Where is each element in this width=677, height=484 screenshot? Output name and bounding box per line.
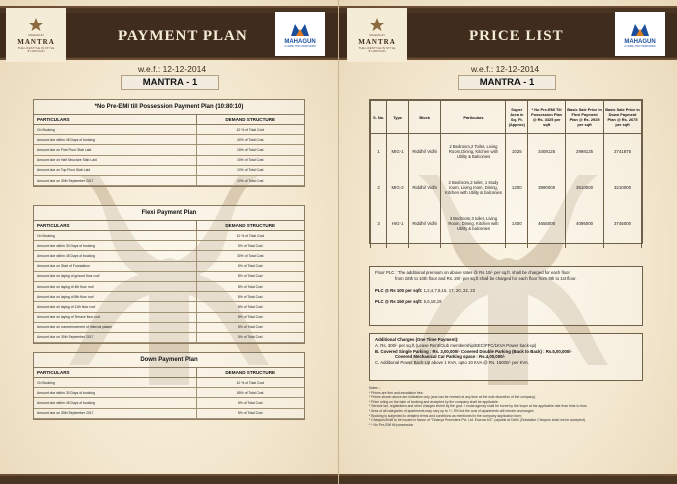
column-header-demand: DEMAND STRUCTURE (196, 368, 304, 378)
note-line: * Area of all categories of apartments may vary up to +/- 5% but the cost of apartments will remain unchanged. (369, 408, 535, 413)
mantra-tagline: THE LIFESTYLE IN STYLE (17, 46, 55, 50)
mahagun-emblem-icon (290, 21, 310, 37)
particular-cell: Amount due within 45 Days of booking (34, 251, 196, 261)
price-row-filler (371, 242, 642, 248)
mahagun-name: MAHAGUN (284, 38, 316, 45)
mantra-maker: BY MAHAGUN (27, 50, 45, 53)
price-column-header: * No Pre-EMI Till Possession Plan @ Rs. 3325 per sqft (528, 101, 566, 134)
demand-cell: 8% of Total Cost (196, 292, 304, 302)
note-line: * Price ruling on the date of booking and accepted by the company shall be applicable. (369, 399, 499, 404)
table-row (34, 322, 304, 332)
price-cell: Riddhi/ Vidhi (408, 134, 441, 170)
header-band (339, 6, 677, 60)
demand-cell: 15% of Total Cost (196, 145, 304, 155)
mantra-logo (6, 8, 66, 62)
note-line: * Service tax, registration and other charges levied by the govt. / nodal agency shall be borne by the buyer at the applicable rate from time to time. (369, 404, 588, 409)
column-header-demand: DEMAND STRUCTURE (196, 115, 304, 125)
demand-cell: 15% of Total Cost (196, 155, 304, 165)
table-row (34, 332, 304, 342)
mantra-emblem-icon (369, 17, 385, 33)
particular-cell: Amount due on 30th September 2017 (34, 408, 196, 418)
payment-plan-table (33, 352, 305, 420)
table-row (34, 271, 304, 281)
mantra-brand-name: MANTRA (17, 38, 55, 46)
column-header-demand: DEMAND STRUCTURE (196, 221, 304, 231)
price-cell: 3210000 (604, 170, 642, 206)
charge-b: B. Covered Single Parking : Rs. 3,00,000/- Covered Double Parking (Back to Back) : Rs.5,00,000/- (375, 348, 572, 354)
price-cell: 4655000 (528, 206, 566, 242)
floor-plc-text: Floor PLC : The additional premium on above rates @ Rs 10/- per sq.ft. shall be charged for each floor (375, 270, 570, 275)
table-row (34, 241, 304, 251)
particular-cell: Amount due within 30 Days of booking (34, 388, 196, 398)
price-cell: 3 Bedroom,3 toilet, Living Room, Dining, Kitchen with Utility & balconies (441, 206, 506, 242)
effective-date: w.e.f.: 12-12-2014 (138, 64, 207, 74)
floor-plc-text-2: from 18th to 10th floor and Rs. 20/- per sq.ft shall be charged for each floor from 9th to 1st floor. (395, 275, 577, 281)
price-cell: MIG-2 (387, 170, 409, 206)
price-cell: Riddhi/ Vidhi (408, 206, 441, 242)
table-row (34, 292, 304, 302)
mantra-logo (347, 8, 407, 62)
price-cell: Riddhi/ Vidhi (408, 170, 441, 206)
table-row (34, 281, 304, 291)
note-line: Notes :- (369, 386, 381, 390)
particular-cell: Amount due on commencement of Internal plaster (34, 322, 196, 332)
particular-cell: Amount due on Start of Foundation (34, 261, 196, 271)
demand-cell: 5% of Total Cost (196, 261, 304, 271)
payment-plan-table (33, 205, 305, 344)
price-cell: 2 Bedroom,2 toilet, 1 study room, Living room, Dining, Kitchen with Utility & balconies (441, 170, 506, 206)
effective-date: w.e.f.: 12-12-2014 (471, 64, 540, 74)
table-row (34, 302, 304, 312)
particular-cell: Amount due on laying of 4th floor roof (34, 281, 196, 291)
charge-a: A. Rs. 300/- per sq.ft.(Lease Rent/Club membership/EEC/FFC/1KVA Power back-up) (375, 342, 537, 348)
mantra-maker: BY MAHAGUN (368, 50, 386, 53)
price-cell: 1400 (506, 206, 528, 242)
mahagun-tagline: A NAME THAT PERFORMS (624, 44, 656, 48)
table-row (34, 378, 304, 388)
footer-band (339, 474, 677, 484)
mahagun-tagline: A NAME THAT PERFORMS (284, 44, 316, 48)
plc-100-label: PLC @ Rs 100 per sqft: (375, 287, 423, 293)
particular-cell: Amount due on laying of Terrace floor roof (34, 312, 196, 322)
note-line: * Booking is subjected to detailed terms and conditions as mentioned in the company application form. (369, 413, 523, 418)
price-cell: 2998125 (566, 134, 604, 170)
note-line: * Prices shown above are indicative only (and can be revised at any time at the sole discretion of the company). (369, 395, 537, 400)
demand-cell: 10% of Total Cost (196, 175, 304, 185)
page-title: PRICE LIST (469, 28, 564, 44)
table-row (34, 251, 304, 261)
mahagun-logo (275, 12, 325, 56)
particular-cell: Amount due on First Floor Slab Laid (34, 145, 196, 155)
floor-plc-box (369, 266, 643, 326)
plan-caption: Flexi Payment Plan (34, 206, 304, 221)
table-row (34, 231, 304, 241)
particular-cell: Amount due on laying of 11th floor roof (34, 302, 196, 312)
demand-cell: 5% of Total Cost (196, 398, 304, 408)
mantra-emblem-icon (28, 17, 44, 33)
mantra-tagline: THE LIFESTYLE IN STYLE (358, 46, 396, 50)
header-band (0, 6, 338, 60)
demand-cell: 10 % of Total Cost (196, 231, 304, 241)
table-row (34, 312, 304, 322)
price-list-page (338, 0, 677, 484)
price-cell: 1 (371, 134, 387, 170)
particular-cell: Amount due on laying of ground floor roof (34, 271, 196, 281)
column-header-particulars: PARTICULARS (34, 221, 196, 231)
particular-cell: On Booking (34, 231, 196, 241)
particular-cell: Amount due on laying of 8th floor roof (34, 292, 196, 302)
table-row (34, 261, 304, 271)
table-row (34, 155, 304, 165)
table-row (34, 165, 304, 175)
price-row (371, 170, 642, 206)
demand-cell: 8% of Total Cost (196, 271, 304, 281)
mantra-top-text: MAHAGUN (28, 33, 44, 37)
note-line: * * No Pre-EMI till possession (369, 422, 414, 427)
plc-100-value: 1,2,4,7,8,16, 17, 20, 22, 23 (423, 287, 475, 293)
particular-cell: Amount due within 45 Days of booking (34, 398, 196, 408)
price-cell: 2 Bedroom,2 Toilet, Living Room,Dining, Kitchen with Utility & Balconies (441, 134, 506, 170)
price-cell: 3990000 (528, 170, 566, 206)
table-row (34, 408, 304, 418)
demand-cell: 10% of Total Cost (196, 165, 304, 175)
price-cell: MIG-1 (387, 134, 409, 170)
price-row (371, 206, 642, 242)
mahagun-logo (615, 12, 665, 56)
table-row (34, 398, 304, 408)
table-row (34, 388, 304, 398)
table-row (34, 175, 304, 185)
price-column-header: Basic Sale Price in Down Payment Plan @ Rs. 2675 per sqft (604, 101, 642, 134)
demand-cell: 5% of Total Cost (196, 408, 304, 418)
column-header-particulars: PARTICULARS (34, 368, 196, 378)
price-column-header: S. No. (371, 101, 387, 134)
price-cell: 3510000 (566, 170, 604, 206)
price-cell: 4095000 (566, 206, 604, 242)
mahagun-name: MAHAGUN (624, 38, 656, 45)
demand-cell: 10 % of Total Cost (196, 125, 304, 135)
price-column-header: Type (387, 101, 409, 134)
table-row (34, 125, 304, 135)
demand-cell: 40% of Total Cost (196, 135, 304, 145)
demand-cell: 5% of Total Cost (196, 332, 304, 342)
charge-b-mechanical: Covered Mechanical Car Parking space : Rs.4,00,000/- (395, 354, 506, 360)
particular-cell: Amount due on Half Structure Slab Laid (34, 155, 196, 165)
particular-cell: Amount due within 30 Days of booking (34, 241, 196, 251)
price-cell: 1025 (506, 134, 528, 170)
price-cell: 2741875 (604, 134, 642, 170)
plan-caption: Down Payment Plan (34, 353, 304, 368)
payment-plan-page (0, 0, 338, 484)
table-row (34, 135, 304, 145)
plc-150-label: PLC @ Rs 150 per sqft: (375, 299, 423, 305)
particular-cell: Amount due on 30th September 2017 (34, 332, 196, 342)
payment-plan-table (33, 99, 305, 187)
charge-c: C. Additional Power Back-Up above 1 KVA, upto 10 KVA @ Rs. 15000/- per KVA. (375, 360, 530, 366)
project-name: MANTRA - 1 (121, 75, 219, 90)
demand-cell: 8% of Total Cost (196, 312, 304, 322)
price-cell: HIG-1 (387, 206, 409, 242)
plc-150-value: 5,6,18,19 (423, 299, 442, 305)
demand-cell: 5% of Total Cost (196, 322, 304, 332)
particular-cell: On Booking (34, 378, 196, 388)
price-cell: 3 (371, 206, 387, 242)
price-table (369, 99, 643, 244)
particular-cell: Amount due on Top Floor Slab Laid (34, 165, 196, 175)
price-cell: 3745000 (604, 206, 642, 242)
price-cell: 2 (371, 170, 387, 206)
particular-cell: Amount due within 45 Days of booking (34, 135, 196, 145)
demand-cell: 30% of Total Cost (196, 251, 304, 261)
price-column-header: Super Area in Sq. Ft. (Approx) (506, 101, 528, 134)
notes-block (369, 386, 649, 427)
footer-band (0, 474, 338, 484)
note-line: * Prices are firm and escalation free. (369, 390, 424, 395)
project-name: MANTRA - 1 (458, 75, 556, 90)
mantra-top-text: MAHAGUN (369, 33, 385, 37)
demand-cell: 85% of Total Cost (196, 388, 304, 398)
column-header-particulars: PARTICULARS (34, 115, 196, 125)
demand-cell: 10 % of Total Cost (196, 378, 304, 388)
price-cell: 3408125 (528, 134, 566, 170)
price-column-header: Basic Sale Price in Flexi Payment Plan @ Rs. 2925 per sqft (566, 101, 604, 134)
charges-title: Additional Charges (One Time Payment): (375, 337, 459, 342)
mahagun-emblem-icon (630, 21, 650, 37)
demand-cell: 8% of Total Cost (196, 302, 304, 312)
demand-cell: 8% of Total Cost (196, 281, 304, 291)
note-line: * Cheques/Draft to be issued in favour of "Dhanya Promoters Pvt. Ltd. Escrow A/C" payable at Delhi (Outstation Cheques shall not be accepted). (369, 418, 586, 423)
page-title: PAYMENT PLAN (118, 28, 248, 44)
additional-charges-box (369, 333, 643, 381)
price-cell: 1200 (506, 170, 528, 206)
demand-cell: 5% of Total Cost (196, 241, 304, 251)
price-column-header: Particulars (441, 101, 506, 134)
plan-caption: *No Pre-EMI till Possession Payment Plan (10:80:10) (34, 100, 304, 115)
price-row (371, 134, 642, 170)
price-column-header: Block (408, 101, 441, 134)
particular-cell: On Booking (34, 125, 196, 135)
mantra-brand-name: MANTRA (358, 38, 396, 46)
particular-cell: Amount due on 30th September 2017 (34, 175, 196, 185)
table-row (34, 145, 304, 155)
